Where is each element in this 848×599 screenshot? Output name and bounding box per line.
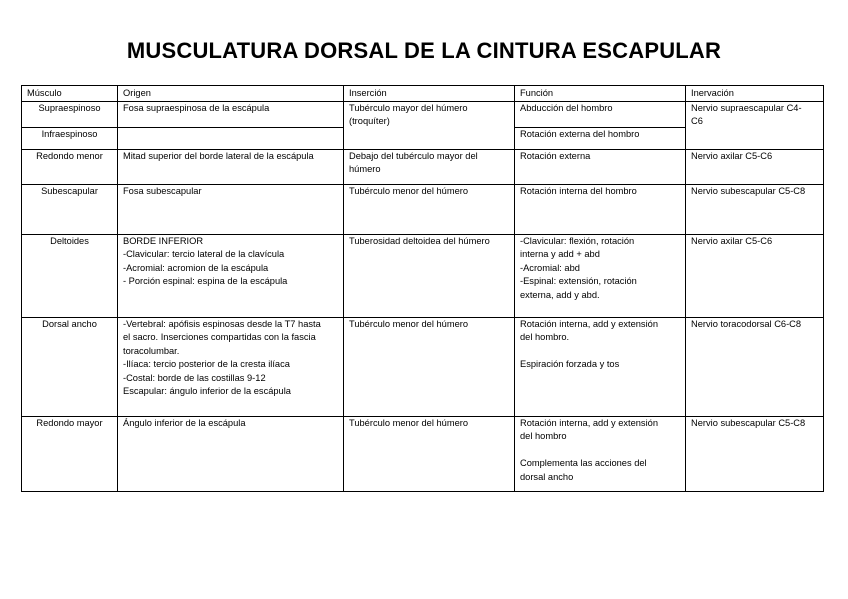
header-funcion: Función — [515, 86, 686, 102]
insercion-cell: Tubérculo menor del húmero — [344, 317, 515, 416]
funcion-cell: Rotación interna, add y extensión del hombro. Espiración forzada y tos — [515, 317, 686, 416]
musculo-cell: Deltoides — [22, 234, 118, 317]
origen-cell: Mitad superior del borde lateral de la escápula — [118, 149, 344, 184]
funcion-cell: Rotación externa del hombro — [515, 127, 686, 149]
inervacion-cell: Nervio axilar C5-C6 — [686, 234, 824, 317]
musculo-cell: Infraespinoso — [22, 127, 118, 149]
header-origen: Origen — [118, 86, 344, 102]
header-inervacion: Inervación — [686, 86, 824, 102]
insercion-cell: Tubérculo menor del húmero — [344, 416, 515, 491]
musculo-cell: Dorsal ancho — [22, 317, 118, 416]
inervacion-cell: Nervio subescapular C5-C8 — [686, 184, 824, 234]
table-row — [22, 234, 824, 317]
table-row — [22, 317, 824, 416]
table-header-row — [22, 86, 824, 102]
funcion-cell: Rotación interna, add y extensión del hombro Complementa las acciones del dorsal ancho — [515, 416, 686, 491]
header-insercion: Inserción — [344, 86, 515, 102]
inervacion-cell: Nervio toracodorsal C6-C8 — [686, 317, 824, 416]
table-row — [22, 101, 824, 127]
inervacion-cell: Nervio subescapular C5-C8 — [686, 416, 824, 491]
header-musculo: Músculo — [22, 86, 118, 102]
table-row — [22, 416, 824, 491]
funcion-cell: Abducción del hombro — [515, 101, 686, 127]
funcion-cell: -Clavicular: flexión, rotación interna y add + abd -Acromial: abd -Espinal: extensión, rotación externa, add y abd. — [515, 234, 686, 317]
page-title: MUSCULATURA DORSAL DE LA CINTURA ESCAPULAR — [126, 38, 722, 63]
inervacion-cell: Nervio supraescapular C4- C6 — [686, 101, 824, 149]
insercion-cell: Tubérculo menor del húmero — [344, 184, 515, 234]
insercion-cell: Debajo del tubérculo mayor del húmero — [344, 149, 515, 184]
funcion-cell: Rotación externa — [515, 149, 686, 184]
origen-cell: Fosa supraespinosa de la escápula — [118, 101, 344, 127]
musculo-cell: Subescapular — [22, 184, 118, 234]
muscle-table — [21, 85, 824, 492]
musculo-cell: Redondo mayor — [22, 416, 118, 491]
origen-cell: Ángulo inferior de la escápula — [118, 416, 344, 491]
origen-cell: -Vertebral: apófisis espinosas desde la T7 hasta el sacro. Inserciones compartidas con la fascia toracolumbar. -Ilíaca: tercio posterior de la cresta ilíaca -Costal: borde de las costillas 9-12 Escapular: ángulo inferior de la escápula — [118, 317, 344, 416]
table-row — [22, 149, 824, 184]
insercion-cell: Tubérculo mayor del húmero (troquíter) — [344, 101, 515, 149]
funcion-cell: Rotación interna del hombro — [515, 184, 686, 234]
inervacion-cell: Nervio axilar C5-C6 — [686, 149, 824, 184]
table-row — [22, 184, 824, 234]
musculo-cell: Supraespinoso — [22, 101, 118, 127]
insercion-cell: Tuberosidad deltoidea del húmero — [344, 234, 515, 317]
origen-cell — [118, 127, 344, 149]
origen-cell: Fosa subescapular — [118, 184, 344, 234]
musculo-cell: Redondo menor — [22, 149, 118, 184]
origen-cell: BORDE INFERIOR -Clavicular: tercio lateral de la clavícula -Acromial: acromion de la escápula - Porción espinal: espina de la escápula — [118, 234, 344, 317]
